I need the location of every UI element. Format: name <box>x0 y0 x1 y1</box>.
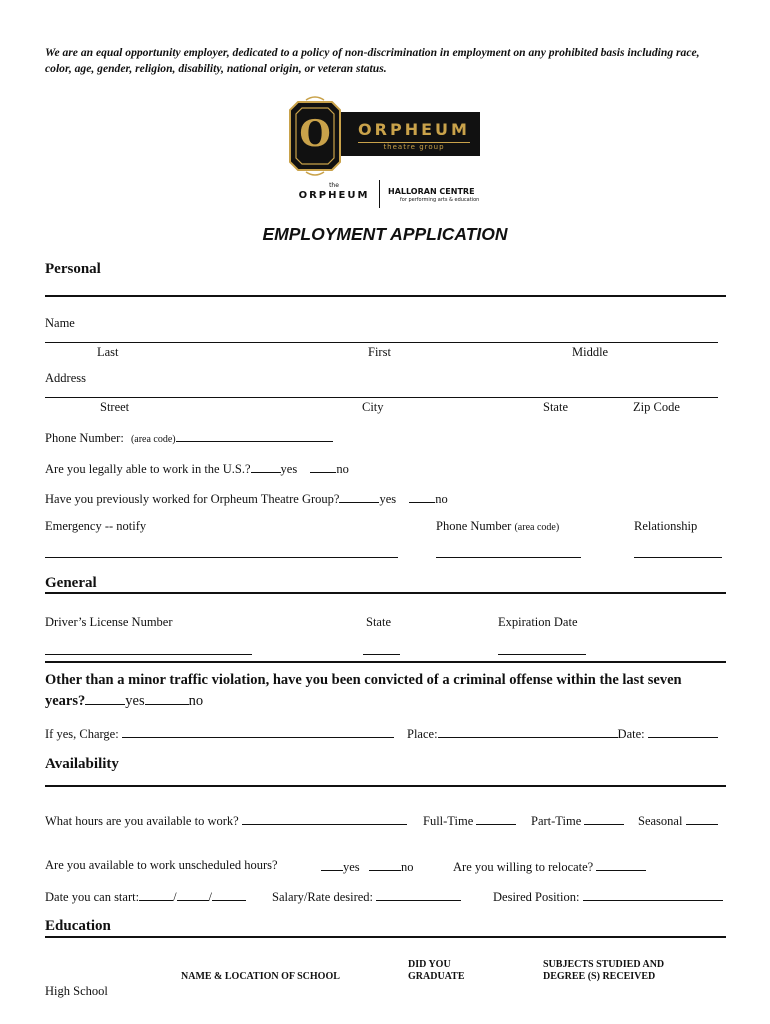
criminal-question-text: Other than a minor traffic violation, have you been convicted of a criminal offense within the last seven years? <box>45 672 682 709</box>
unscheduled-yes-field[interactable] <box>321 858 343 871</box>
salary-label: Salary/Rate desired: <box>272 890 374 904</box>
sub-logo-halloran-small: for performing arts & education <box>400 197 480 203</box>
relationship-field[interactable] <box>634 557 722 558</box>
col-subjects <box>543 959 664 983</box>
section-availability: Availability <box>45 756 119 772</box>
city-label: City <box>362 400 384 414</box>
full-time-row <box>423 812 516 829</box>
emergency-area-code: (area code) <box>514 522 560 533</box>
license-label: Driver’s License Number <box>45 615 173 629</box>
no-label: no <box>435 492 448 506</box>
section-rule <box>45 785 726 787</box>
emergency-label: Emergency -- notify <box>45 519 147 533</box>
position-field[interactable] <box>583 888 723 901</box>
area-code-label: (area code) <box>130 434 176 445</box>
logo-brand: ORPHEUM <box>358 120 470 139</box>
unscheduled-no-row <box>369 858 414 875</box>
first-label: First <box>368 345 391 359</box>
sub-logo-orpheum <box>296 182 372 203</box>
legal-no-field[interactable] <box>310 460 336 473</box>
legal-yes-field[interactable] <box>251 460 281 473</box>
emergency-phone-field[interactable] <box>436 557 581 558</box>
phone-label: Phone Number: <box>45 431 124 445</box>
section-education: Education <box>45 918 111 934</box>
hours-question: What hours are you available to work? <box>45 814 239 828</box>
section-rule <box>45 592 726 594</box>
seasonal-field[interactable] <box>686 812 718 825</box>
charge-field[interactable] <box>122 725 394 738</box>
col-graduate-line2: GRADUATE <box>408 971 465 982</box>
street-label: Street <box>100 400 130 414</box>
col-graduate-line1: DID YOU <box>408 959 451 970</box>
start-date-label: Date you can start: <box>45 890 140 904</box>
eeo-statement: We are an equal opportunity employer, dedicated to a policy of non-discrimination in employment on any prohibited basis including race, color, age, gender, religion, disability, national origin, or veteran status. <box>45 46 700 75</box>
previous-work-question: Have you previously worked for Orpheum Theatre Group? <box>45 492 340 506</box>
date-field[interactable] <box>648 725 718 738</box>
col-graduate <box>408 959 464 983</box>
last-label: Last <box>97 345 119 359</box>
col-subjects-line2: DEGREE (S) RECEIVED <box>543 971 656 982</box>
yes-label: yes <box>280 462 298 476</box>
sub-logo-orpheum-small: the <box>329 182 339 189</box>
place-label: Place: <box>407 727 438 741</box>
row-high-school: High School <box>45 984 108 998</box>
license-state-field[interactable] <box>363 654 400 655</box>
yes-label: yes <box>125 693 145 709</box>
yes-label: yes <box>343 860 360 874</box>
sub-logo-orpheum-name: ORPHEUM <box>298 190 370 201</box>
name-field[interactable] <box>45 342 718 343</box>
position-label: Desired Position: <box>493 890 580 904</box>
logo-monogram: O <box>299 113 331 155</box>
hours-row <box>45 812 407 829</box>
charge-label: If yes, Charge: <box>45 727 119 741</box>
license-field[interactable] <box>45 654 252 655</box>
middle-label: Middle <box>572 345 609 359</box>
salary-row <box>272 888 461 905</box>
col-school-name: NAME & LOCATION OF SCHOOL <box>181 971 340 982</box>
criminal-yes-field[interactable] <box>85 691 125 705</box>
date-label: Date: <box>617 727 645 741</box>
license-state-label: State <box>366 615 391 629</box>
section-rule <box>45 661 726 663</box>
start-date-row: Date you can start: / / <box>45 888 246 905</box>
state-label: State <box>543 400 568 414</box>
salary-field[interactable] <box>376 888 461 901</box>
no-label: no <box>336 462 349 476</box>
sub-logo-halloran <box>388 186 484 204</box>
prev-no-field[interactable] <box>409 490 435 503</box>
place-row <box>407 725 718 742</box>
charge-row <box>45 725 394 742</box>
unscheduled-question: Are you available to work unscheduled hours? <box>45 858 278 872</box>
hours-field[interactable] <box>242 812 407 825</box>
part-time-field[interactable] <box>584 812 624 825</box>
sub-logo-halloran-name: HALLORAN CENTRE <box>388 187 475 196</box>
zip-label: Zip Code <box>633 400 680 414</box>
part-time-row <box>531 812 624 829</box>
full-time-field[interactable] <box>476 812 516 825</box>
form-title: EMPLOYMENT APPLICATION <box>262 224 508 244</box>
logo-tagline: theatre group <box>383 143 445 151</box>
address-field[interactable] <box>45 397 718 398</box>
section-personal: Personal <box>45 261 101 277</box>
part-time-label: Part-Time <box>531 814 582 828</box>
legal-work-row <box>45 460 349 477</box>
relocate-question: Are you willing to relocate? <box>453 860 594 874</box>
yes-label: yes <box>379 492 397 506</box>
sub-logo-divider <box>379 180 380 208</box>
previous-work-row <box>45 490 448 507</box>
phone-field[interactable] <box>176 429 333 442</box>
start-year-field[interactable] <box>212 888 246 901</box>
criminal-question <box>45 670 725 712</box>
prev-yes-field[interactable] <box>339 490 379 503</box>
no-label: no <box>401 860 414 874</box>
address-label: Address <box>45 371 86 385</box>
emergency-phone-row <box>436 519 559 534</box>
name-label: Name <box>45 316 75 330</box>
expiration-label: Expiration Date <box>498 615 578 629</box>
seasonal-label: Seasonal <box>638 814 683 828</box>
section-rule <box>45 295 726 297</box>
start-day-field[interactable] <box>177 888 209 901</box>
orpheum-logo <box>288 96 483 176</box>
full-time-label: Full-Time <box>423 814 474 828</box>
unscheduled-no-field[interactable] <box>369 858 401 871</box>
place-field[interactable] <box>438 725 618 738</box>
start-month-field[interactable] <box>139 888 173 901</box>
section-general: General <box>45 575 97 591</box>
expiration-field[interactable] <box>498 654 586 655</box>
phone-row <box>45 429 333 446</box>
relationship-label: Relationship <box>634 519 698 533</box>
emergency-phone-label: Phone Number <box>436 519 512 533</box>
legal-work-question: Are you legally able to work in the U.S.? <box>45 462 251 476</box>
col-subjects-line1: SUBJECTS STUDIED AND <box>543 959 665 970</box>
relocate-field[interactable] <box>596 858 646 871</box>
section-rule <box>45 936 726 938</box>
criminal-no-field[interactable] <box>145 691 189 705</box>
seasonal-row <box>638 812 718 829</box>
unscheduled-yes-row <box>321 858 360 875</box>
position-row <box>493 888 723 905</box>
emergency-name-field[interactable] <box>45 557 398 558</box>
relocate-row <box>453 858 646 875</box>
no-label: no <box>188 693 204 709</box>
